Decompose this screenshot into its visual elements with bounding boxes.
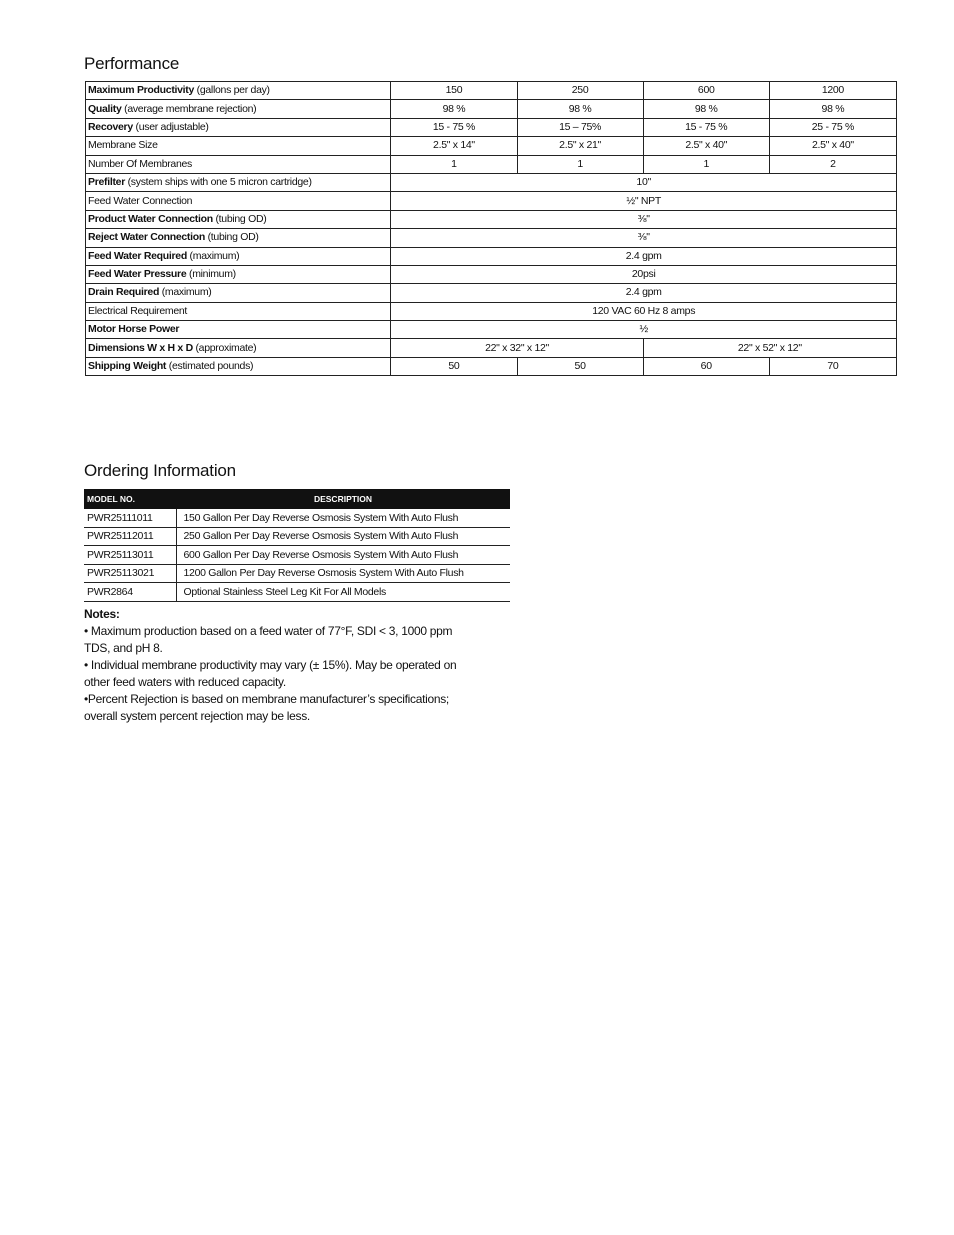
spec-label-bold: Product Water Connection: [88, 212, 213, 225]
spec-value: 60: [643, 357, 769, 375]
spec-label-note: Membrane Size: [88, 139, 158, 152]
spec-label-note: (average membrane rejection): [121, 102, 257, 115]
spec-value: 50: [517, 357, 643, 375]
spec-value: 2.5" x 40": [769, 137, 896, 155]
ordering-row: [84, 583, 510, 602]
model-number: PWR25113021: [84, 564, 176, 583]
spec-value: 1: [517, 155, 643, 173]
spec-value: 2.4 gpm: [391, 247, 897, 265]
spec-label-bold: Quality: [88, 102, 122, 115]
spec-label: [86, 321, 391, 339]
notes-list: [84, 623, 504, 725]
spec-label-note: (system ships with one 5 micron cartridge): [124, 176, 312, 189]
spec-value: ½" NPT: [391, 192, 897, 210]
performance-row: [86, 265, 897, 283]
performance-row: [86, 247, 897, 265]
spec-label-note: (gallons per day): [194, 84, 270, 97]
note-item: [84, 657, 504, 691]
spec-value: 2: [769, 155, 896, 173]
spec-label-note: (user adjustable): [132, 120, 209, 133]
spec-label-bold: Drain Required: [88, 286, 160, 299]
spec-value: 2.5" x 21": [517, 137, 643, 155]
spec-label-note: (maximum): [159, 286, 212, 299]
spec-value: 98 %: [643, 100, 769, 118]
spec-label-note: (tubing OD): [204, 231, 259, 244]
spec-label-note: (approximate): [192, 341, 257, 354]
spec-value: 20psi: [391, 265, 897, 283]
spec-value: 70: [769, 357, 896, 375]
model-description: 250 Gallon Per Day Reverse Osmosis System With Auto Flush: [176, 527, 510, 546]
note-item: [84, 691, 504, 725]
spec-label: [86, 192, 391, 210]
spec-label-bold: Maximum Productivity: [88, 84, 195, 97]
spec-label-bold: Shipping Weight: [88, 360, 167, 373]
spec-label-bold: Dimensions W x H x D: [88, 341, 193, 354]
note-item: [84, 623, 504, 657]
spec-value: 1: [643, 155, 769, 173]
spec-label-note: (tubing OD): [212, 212, 267, 225]
notes: [84, 606, 504, 725]
model-no-header: MODEL NO.: [84, 489, 176, 509]
spec-label: [86, 284, 391, 302]
spec-value: 15 – 75%: [517, 118, 643, 136]
model-number: PWR25111011: [84, 509, 176, 527]
spec-value: 10": [391, 173, 897, 191]
spec-value: ⅜": [391, 210, 897, 228]
performance-row: [86, 137, 897, 155]
ordering-table-body: [84, 509, 510, 601]
model-description: 600 Gallon Per Day Reverse Osmosis System With Auto Flush: [176, 546, 510, 565]
performance-row: [86, 82, 897, 100]
spec-label-note: (estimated pounds): [166, 360, 254, 373]
performance-table-body: [86, 82, 897, 376]
note-line: TDS, and pH 8.: [84, 641, 163, 655]
performance-row: [86, 155, 897, 173]
spec-value: 1200: [769, 82, 896, 100]
spec-label: [86, 82, 391, 100]
spec-label-bold: Prefilter: [88, 176, 125, 189]
spec-label-note: (minimum): [186, 268, 236, 281]
spec-value: 2.5" x 14": [391, 137, 517, 155]
spec-label-bold: Feed Water Pressure: [88, 268, 187, 281]
spec-label: [86, 229, 391, 247]
spec-label-note: Feed Water Connection: [88, 194, 193, 207]
spec-label: [86, 137, 391, 155]
model-description: 150 Gallon Per Day Reverse Osmosis System With Auto Flush: [176, 509, 510, 527]
spec-value: 98 %: [769, 100, 896, 118]
spec-value: 22" x 32" x 12": [391, 339, 643, 357]
spec-value: 15 - 75 %: [391, 118, 517, 136]
ordering-row: [84, 509, 510, 527]
spec-label: [86, 210, 391, 228]
spec-value: 25 - 75 %: [769, 118, 896, 136]
model-number: PWR25113011: [84, 546, 176, 565]
model-number: PWR2864: [84, 583, 176, 602]
spec-label: [86, 265, 391, 283]
spec-label-bold: Recovery: [88, 120, 133, 133]
model-number: PWR25112011: [84, 527, 176, 546]
spec-label: [86, 173, 391, 191]
spec-value: 50: [391, 357, 517, 375]
ordering-row: [84, 527, 510, 546]
spec-value: 250: [517, 82, 643, 100]
spec-label: [86, 155, 391, 173]
ordering-row: [84, 546, 510, 565]
spec-label-bold: Reject Water Connection: [88, 231, 205, 244]
spec-label: [86, 247, 391, 265]
spec-value: 600: [643, 82, 769, 100]
performance-row: [86, 357, 897, 375]
spec-value: 120 VAC 60 Hz 8 amps: [391, 302, 897, 320]
note-line: overall system percent rejection may be less.: [84, 709, 310, 723]
spec-label-note: Electrical Requirement: [88, 304, 188, 317]
spec-value: 1: [391, 155, 517, 173]
spec-value: 22" x 52" x 12": [643, 339, 896, 357]
performance-row: [86, 210, 897, 228]
spec-label: [86, 118, 391, 136]
spec-label: [86, 357, 391, 375]
spec-value: 98 %: [517, 100, 643, 118]
model-description: Optional Stainless Steel Leg Kit For All Models: [176, 583, 510, 602]
ordering-row: [84, 564, 510, 583]
note-line: • Maximum production based on a feed water of 77°F, SDI < 3, 1000 ppm: [84, 624, 453, 638]
ordering-title: Ordering Information: [84, 461, 236, 480]
spec-label: [86, 100, 391, 118]
performance-row: [86, 173, 897, 191]
spec-label-bold: Feed Water Required: [88, 249, 187, 262]
spec-value: 15 - 75 %: [643, 118, 769, 136]
spec-label-bold: Motor Horse Power: [88, 323, 180, 336]
performance-row: [86, 229, 897, 247]
note-line: •Percent Rejection is based on membrane manufacturer’s specifications;: [84, 692, 449, 706]
performance-row: [86, 321, 897, 339]
notes-heading: Notes:: [84, 607, 120, 621]
performance-row: [86, 302, 897, 320]
performance-row: [86, 339, 897, 357]
performance-row: [86, 118, 897, 136]
spec-value: 2.4 gpm: [391, 284, 897, 302]
performance-table: [85, 81, 897, 376]
performance-row: [86, 100, 897, 118]
spec-label-note: (maximum): [186, 249, 240, 262]
spec-value: 150: [391, 82, 517, 100]
spec-value: 98 %: [391, 100, 517, 118]
ordering-header-row: [84, 489, 510, 509]
note-line: other feed waters with reduced capacity.: [84, 675, 286, 689]
ordering-table: [84, 489, 510, 602]
spec-value: 2.5" x 40": [643, 137, 769, 155]
model-description: 1200 Gallon Per Day Reverse Osmosis System With Auto Flush: [176, 564, 510, 583]
spec-label-note: Number Of Membranes: [88, 157, 193, 170]
spec-value: ½: [391, 321, 897, 339]
spec-value: ⅜": [391, 229, 897, 247]
performance-row: [86, 284, 897, 302]
description-header: DESCRIPTION: [176, 489, 510, 509]
performance-row: [86, 192, 897, 210]
note-line: • Individual membrane productivity may vary (± 15%). May be operated on: [84, 658, 457, 672]
spec-label: [86, 302, 391, 320]
performance-title: Performance: [84, 54, 180, 73]
spec-label: [86, 339, 391, 357]
